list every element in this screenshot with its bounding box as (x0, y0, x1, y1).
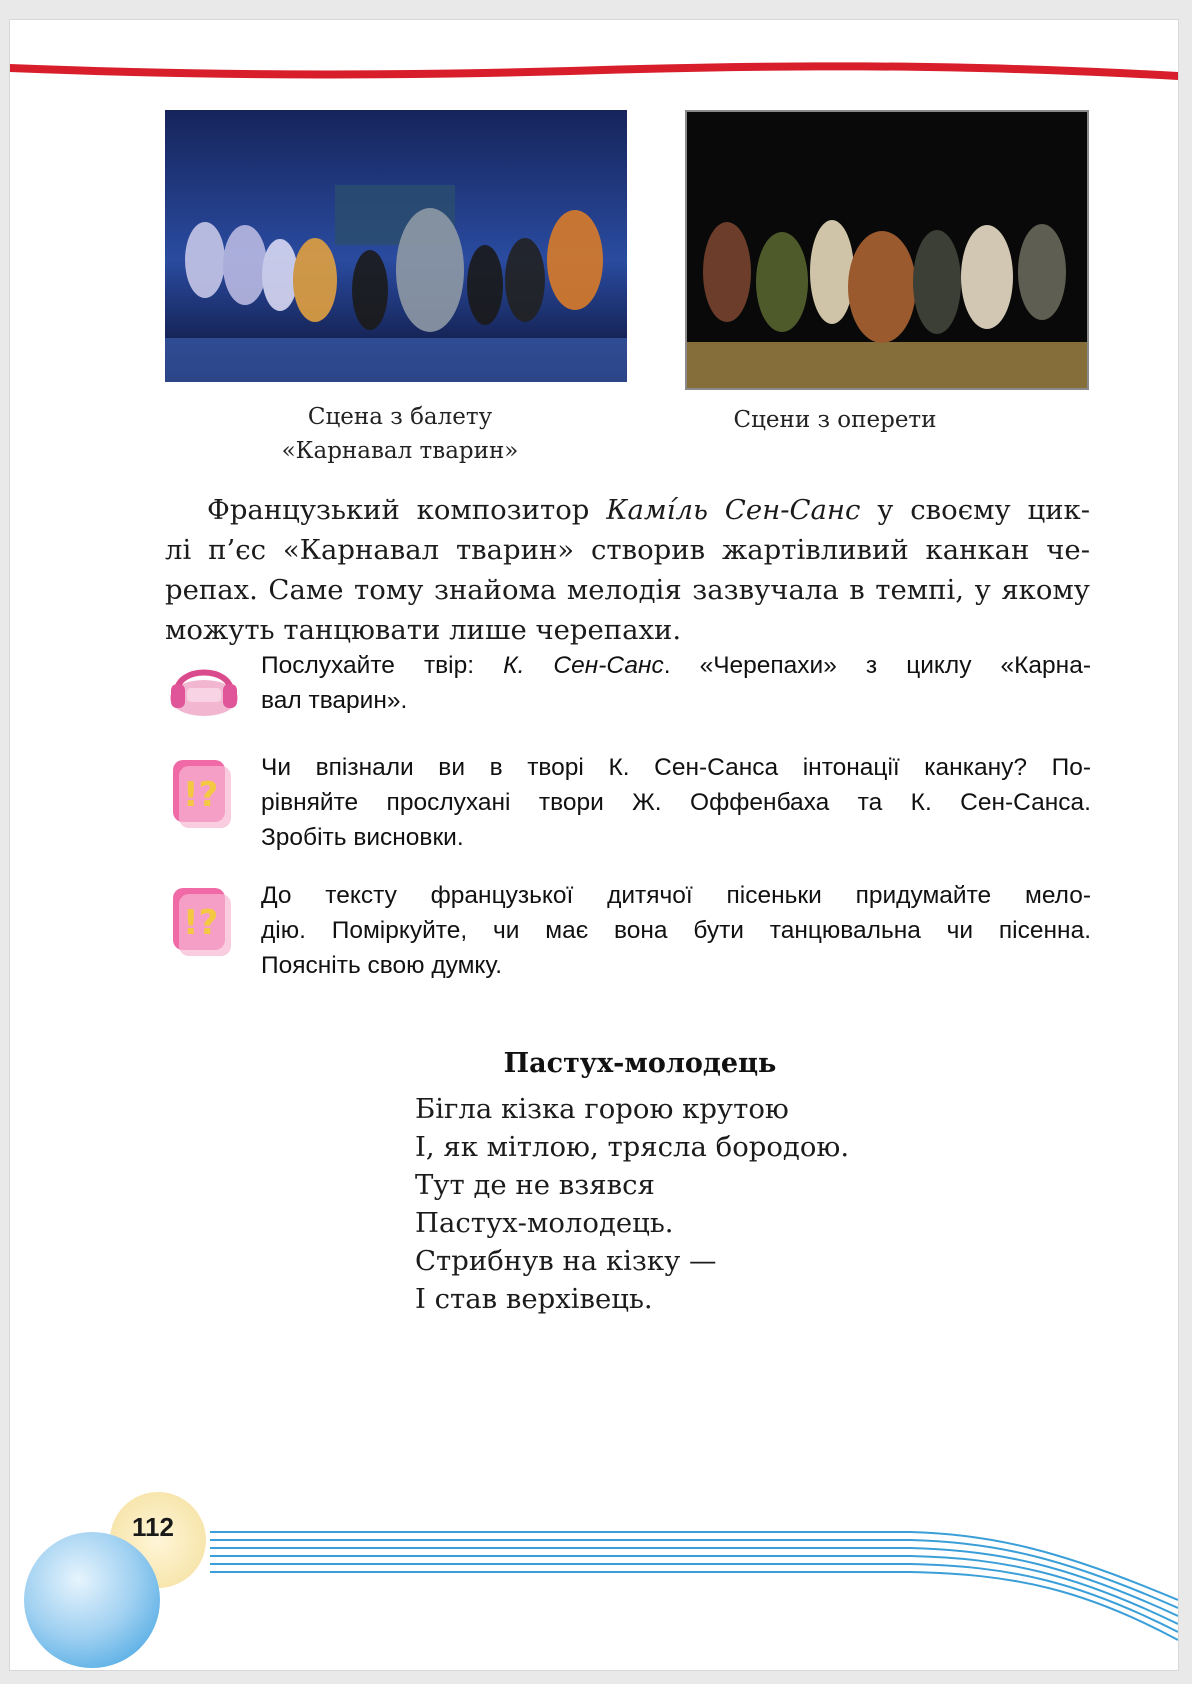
ballet-scene-photo (165, 110, 627, 382)
textbook-page (10, 20, 1178, 1670)
paragraph-line: Французький композитор Камі́ль Сен-Санс у своєму цик- (207, 494, 1090, 526)
verse-line: Стрибнув на кізку — (415, 1245, 717, 1277)
task-line: рівняйте прослухані твори Ж. Оффенбаха та К. Сен-Санса. (261, 789, 1091, 816)
paragraph-line: репах. Саме тому знайома мелодія зазвучала в темпі, у якому (165, 574, 1090, 606)
headphones-icon (165, 648, 243, 734)
operetta-scene-photo (685, 110, 1089, 390)
question-exclamation-icon (165, 750, 243, 836)
verse-line: Пастух-молодець. (415, 1207, 674, 1239)
verse-line: Бігла кізка горою крутою (415, 1093, 789, 1125)
verse-line: І став верхівець. (415, 1283, 653, 1315)
composer-name: Камі́ль Сен-Санс (606, 494, 861, 526)
top-red-wave (10, 50, 1178, 90)
ballet-caption-line-2: «Карнавал тварин» (281, 438, 519, 464)
paragraph-line: можуть танцювати лише черепахи. (165, 614, 682, 646)
song-title: Пастух-молодець (503, 1048, 777, 1079)
paragraph-line: лі п’єс «Карнавал тварин» створив жартівливий канкан че- (165, 534, 1090, 566)
listen-task-text (261, 648, 1091, 718)
task-line: Поясніть свою думку. (261, 952, 503, 979)
task-line: дію. Поміркуйте, чи має вона бути танцювальна чи пісенна. (261, 917, 1091, 944)
task-line: Чи впізнали ви в творі К. Сен-Санса інтонації канкану? По- (261, 754, 1091, 781)
verse-line: Тут де не взявся (415, 1169, 655, 1201)
svg-text:!?: !? (183, 903, 219, 943)
operetta-photo-caption: Сцени з оперети (733, 407, 937, 433)
svg-text:!?: !? (183, 775, 219, 815)
task-line: До тексту французької дитячої пісеньки придумайте мело- (261, 882, 1091, 909)
question-exclamation-icon (165, 878, 243, 964)
question-task-2-text (261, 878, 1091, 983)
task-line: Послухайте твір: К. Сен-Санс. «Черепахи» з циклу «Карна- (261, 652, 1091, 679)
question-task-1-text (261, 750, 1091, 855)
verse-line: І, як мітлою, трясла бородою. (415, 1131, 850, 1163)
main-paragraph (165, 490, 1090, 650)
ballet-photo-caption (250, 400, 550, 468)
page-number: 112 (132, 1512, 174, 1542)
ballet-caption-line-1: Сцена з балету (307, 404, 493, 430)
task-line: вал тварин». (261, 687, 408, 714)
song-verse (415, 1090, 849, 1318)
task-line: Зробіть висновки. (261, 824, 464, 851)
